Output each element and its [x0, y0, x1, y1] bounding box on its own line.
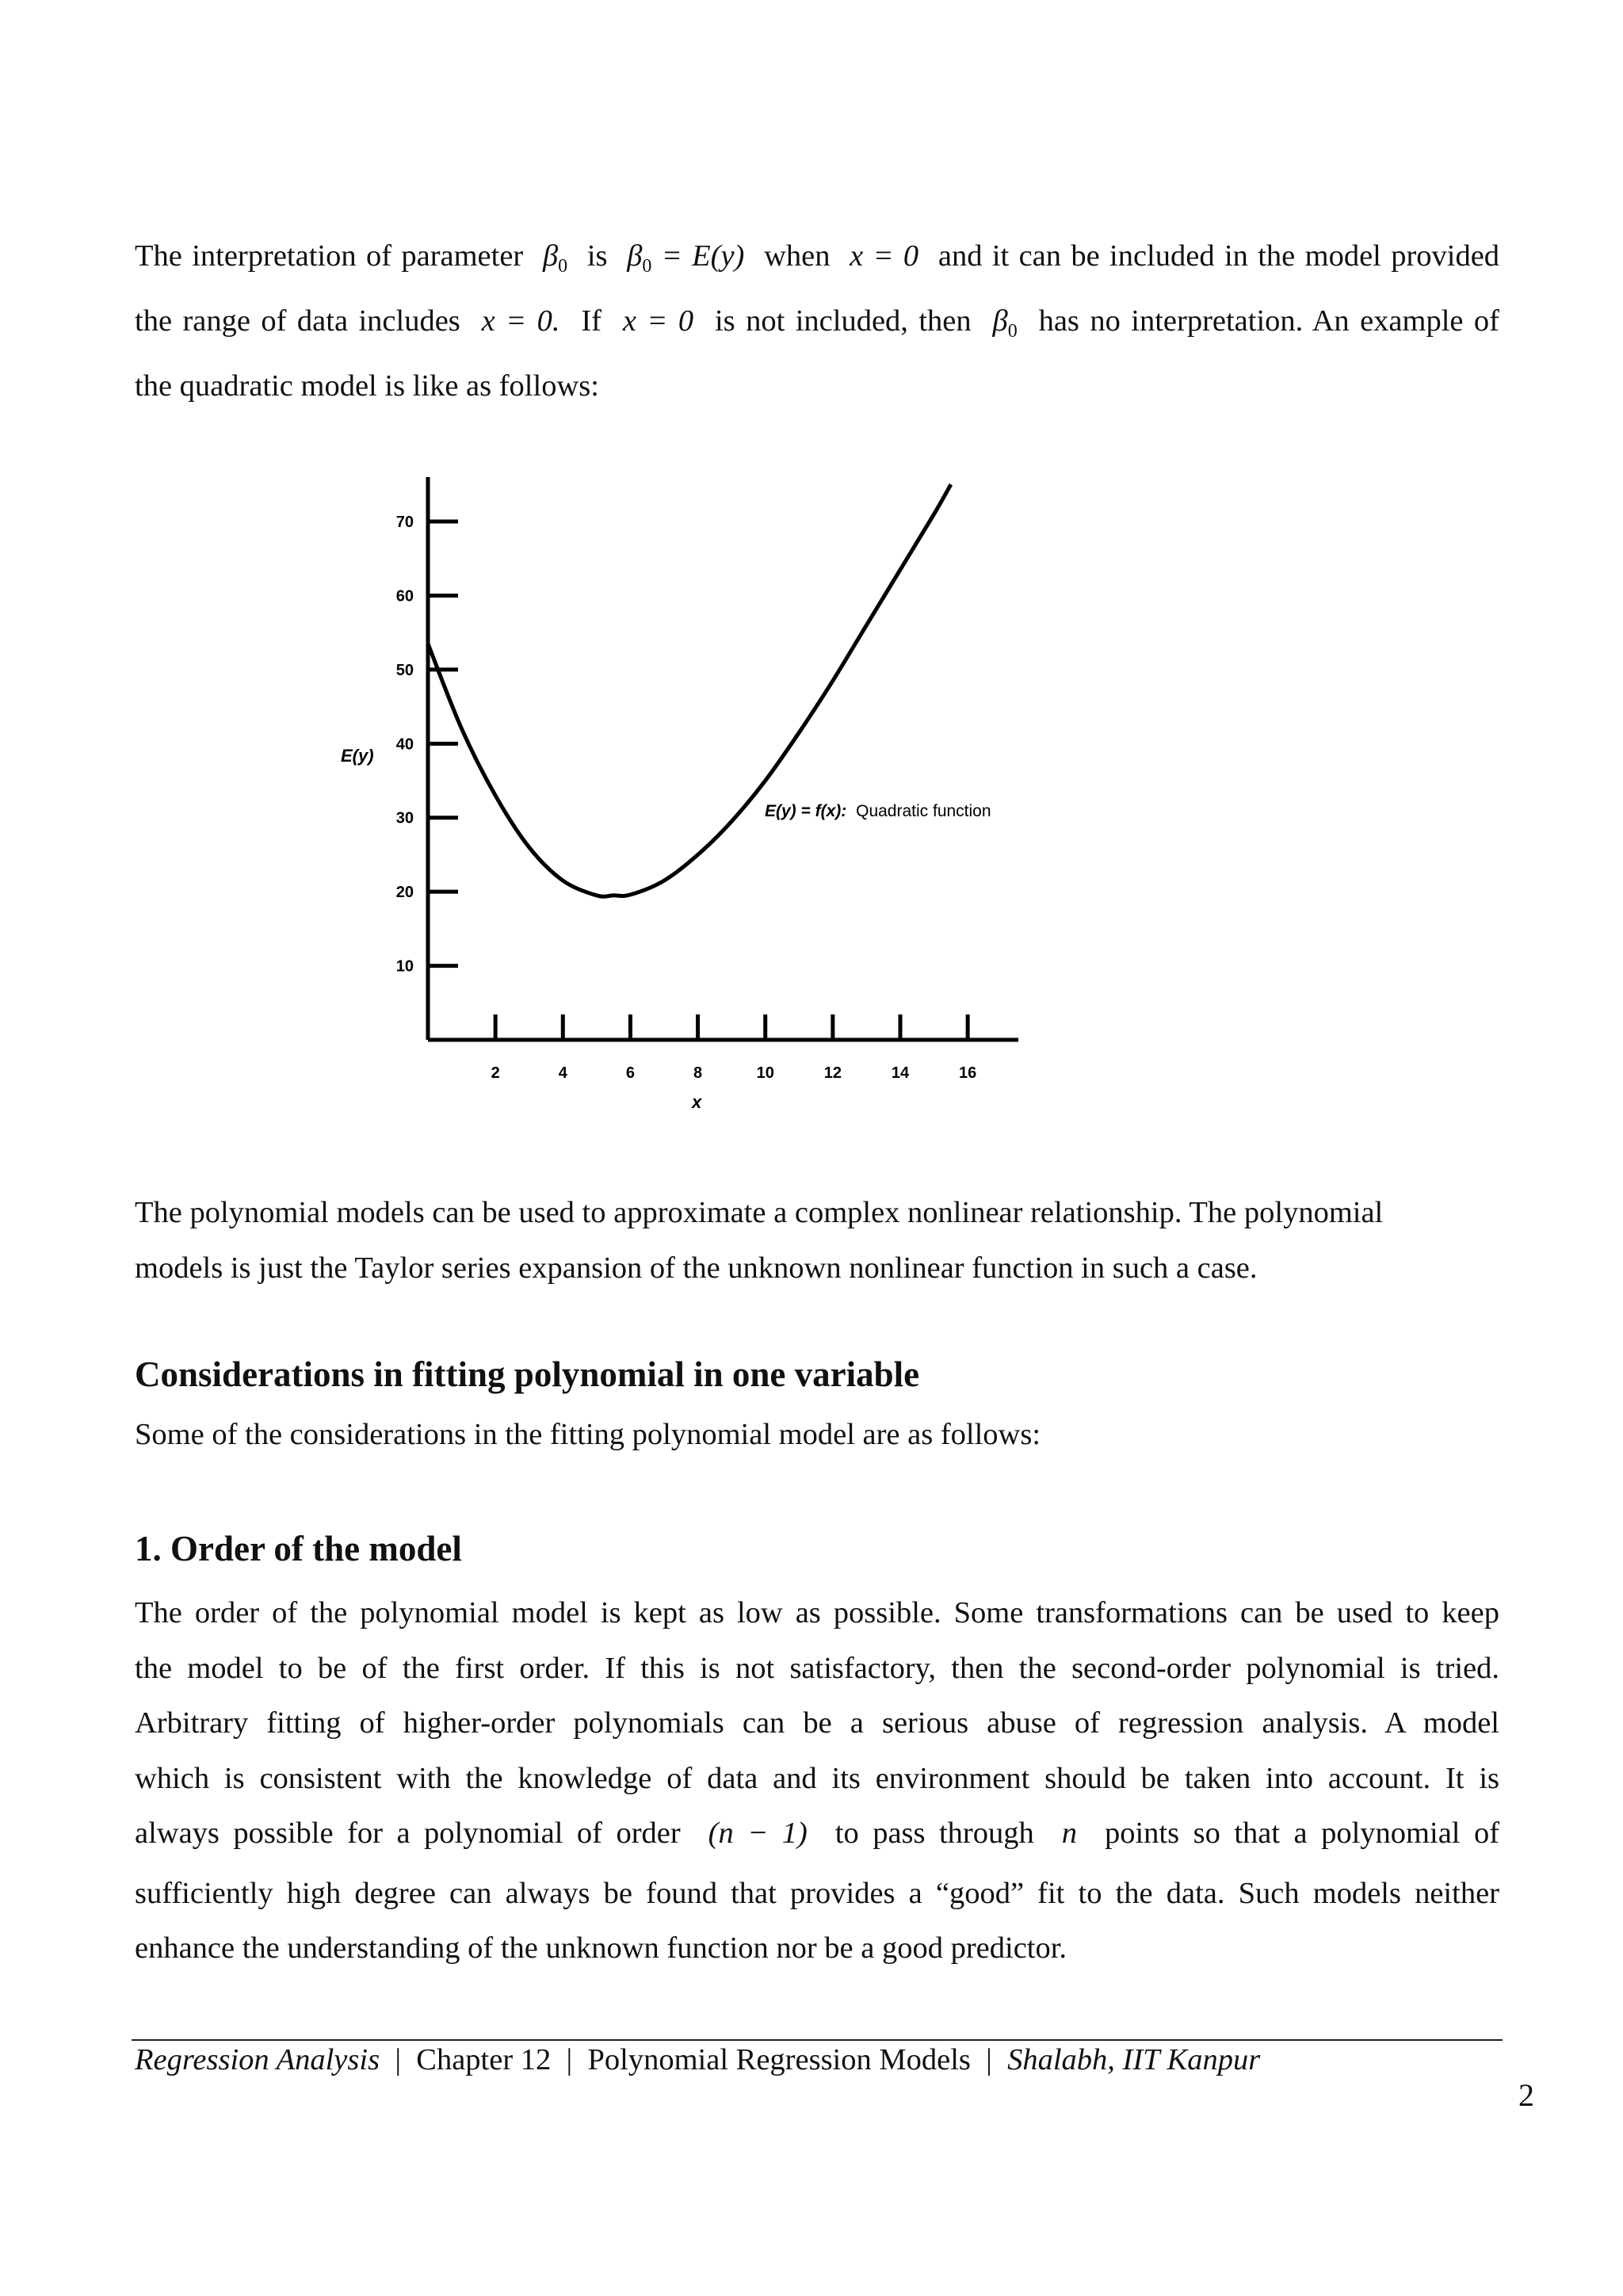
x-tick-label: 4 — [558, 1064, 567, 1082]
footer-chapter: Chapter 12 — [416, 2043, 552, 2076]
x-tick-label: 2 — [491, 1064, 500, 1082]
x-ticks — [491, 1014, 977, 1082]
subsection-heading: 1. Order of the model — [135, 1529, 462, 1568]
x-tick-label: 10 — [756, 1064, 774, 1082]
x-tick-label: 6 — [625, 1064, 635, 1082]
beta-symbol-2: $\beta_0$ — [992, 304, 1018, 342]
x-tick-label: 16 — [959, 1064, 977, 1082]
para1-line3: the quadratic model is like as follows: — [135, 369, 599, 403]
beta-equation: $\beta_0 = E(y)$ — [627, 239, 745, 277]
quadratic-chart — [317, 468, 1030, 1125]
section-heading: Considerations in fitting polynomial in one variable — [135, 1354, 920, 1394]
page-footer: Regression Analysis | Chapter 12 | Polynomial Regression Models | Shalabh, IIT Kanpur — [135, 2043, 1261, 2076]
y-tick-label: 20 — [395, 884, 414, 902]
y-tick-label: 30 — [395, 809, 414, 827]
quadratic-curve — [428, 484, 951, 896]
page-number: 2 — [1518, 2077, 1534, 2113]
curve-annotation — [765, 802, 991, 820]
footer-author: Shalabh, IIT Kanpur — [1007, 2043, 1261, 2076]
x-tick-label: 8 — [693, 1064, 703, 1082]
x-tick-label: 14 — [891, 1064, 910, 1082]
para1-line2: the range of data includes x = 0. If x = 0 is not included, then $\beta_0$ has no interpretation. An example of — [135, 304, 1500, 342]
beta-symbol: $\beta_0$ — [542, 239, 568, 277]
order-line5: always possible for a polynomial of order (n − 1) to pass through n points so that a polynomial of — [135, 1817, 1500, 1850]
order-paragraph: The order of the polynomial model is kept as low as possible. Some transformations can be used to keep the model to be of the first order. If this is not satisfactory, then the second-order polynomial is tried. Arbitrary fitting of higher-order polynomials can be a serious abuse of regression analysis. A model which is consistent with the knowledge of data and its environment should be taken into account. It is always possible for a polynomial of order (n − 1) to pass through n points so that a polynomial of sufficiently high degree can always be found that provides a “good” fit to the data. Such models neither enhance the understanding of the unknown function nor be a good predictor. — [135, 1596, 1500, 1965]
footer-topic: Polynomial Regression Models — [587, 2043, 971, 2076]
x-tick-label: 12 — [823, 1064, 842, 1082]
para1-line1: The interpretation of parameter $\beta_0$ is $\beta_0 = E(y)$ when x = 0 and it can be included in the model provided — [135, 239, 1500, 277]
y-tick-label: 70 — [395, 514, 414, 532]
y-axis-label: E(y) — [341, 746, 374, 766]
y-tick-label: 60 — [395, 587, 414, 606]
annotation-prefix: E(y) = f(x): — [765, 802, 847, 820]
y-tick-label: 40 — [395, 735, 414, 754]
chart-axes — [428, 477, 1018, 1040]
y-tick-label: 50 — [395, 661, 414, 679]
section-intro: Some of the considerations in the fitting polynomial model are as follows: — [135, 1418, 1041, 1451]
footer-rule — [132, 2039, 1503, 2041]
intro-paragraph — [135, 223, 1499, 418]
y-tick-label: 10 — [395, 957, 414, 976]
polynomial-paragraph: The polynomial models can be used to approximate a complex nonlinear relationship. The polynomial models is just the Taylor series expansion of the unknown nonlinear function in such a case. — [135, 1196, 1384, 1285]
footer-book: Regression Analysis — [135, 2043, 380, 2076]
annotation-text: Quadratic function — [856, 802, 991, 820]
x-axis-label: x — [692, 1092, 702, 1112]
